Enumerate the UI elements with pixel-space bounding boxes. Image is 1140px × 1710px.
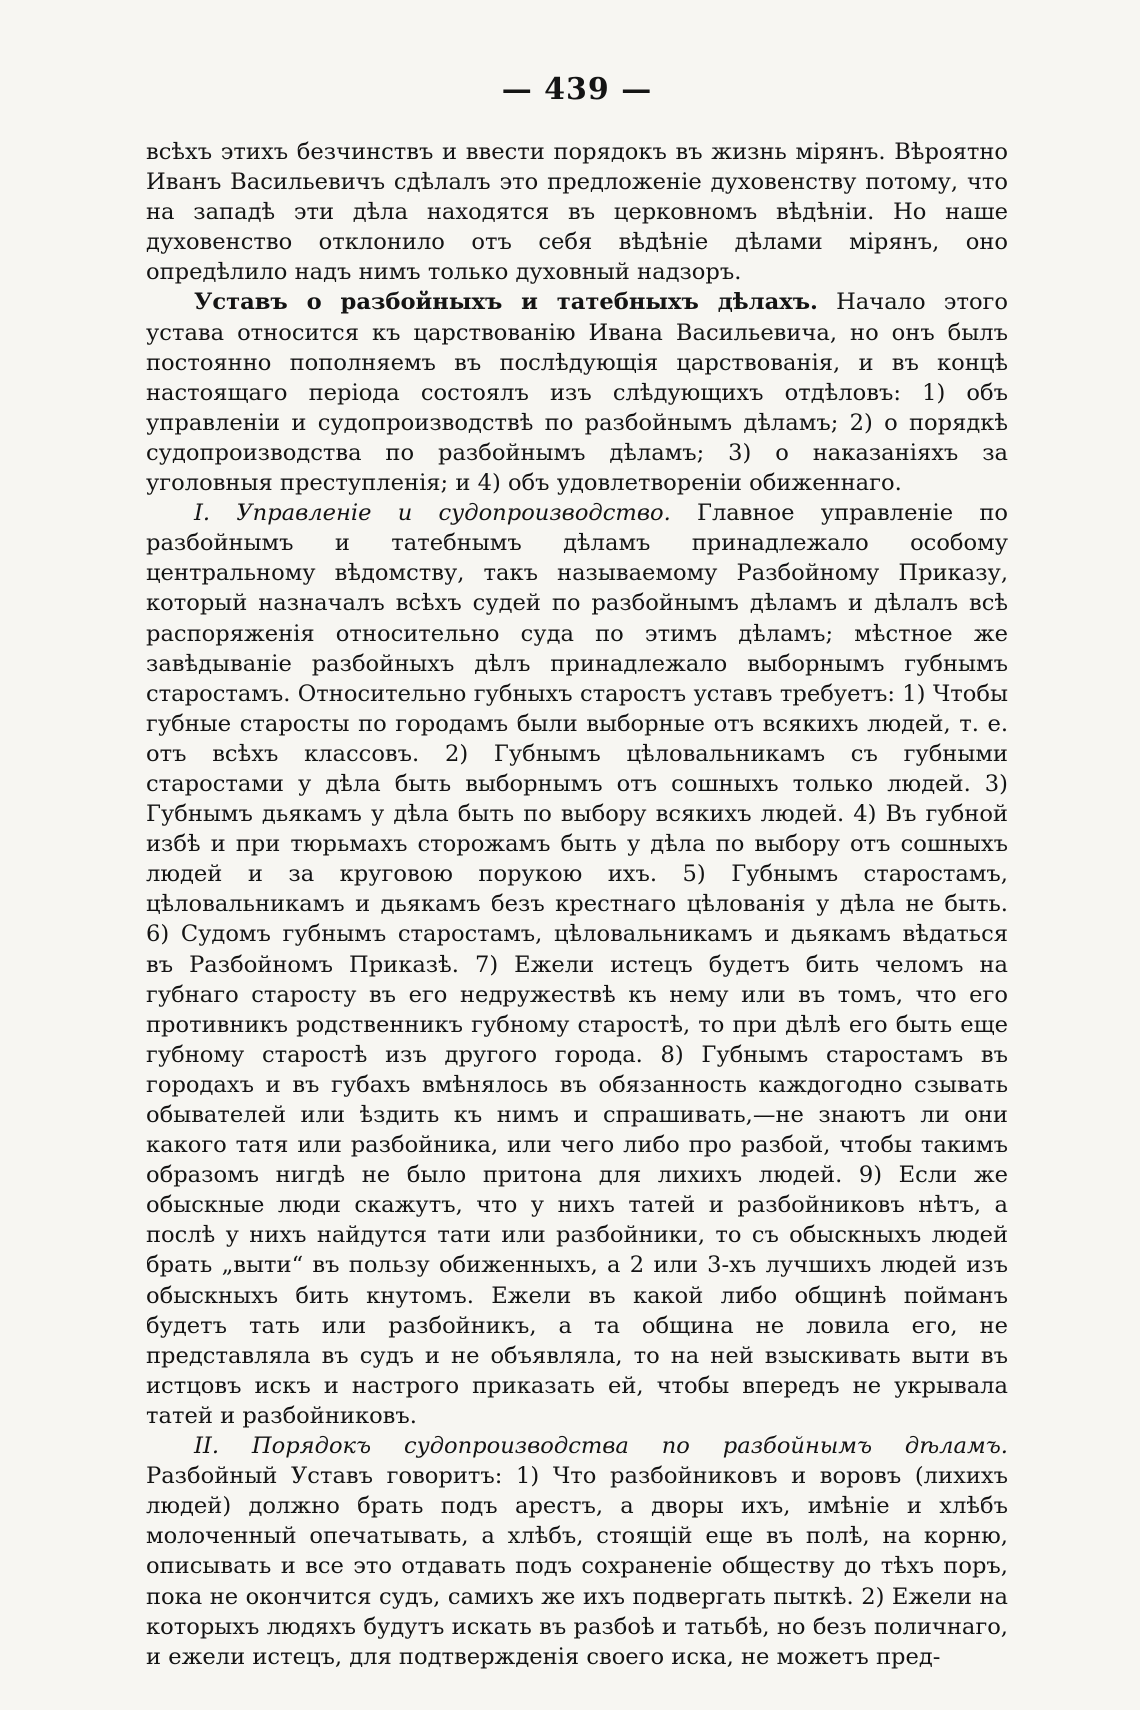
paragraph-1 (146, 137, 1008, 287)
body-text (146, 137, 1008, 1672)
paragraph-4 (146, 1431, 1008, 1672)
paragraph-4-text: Разбойный Уставъ говоритъ: 1) Что разбойниковъ и воровъ (лихихъ людей) должно брать подъ арестъ, а дворы ихъ, имѣніе и хлѣбъ молоченный опечатывать, а хлѣбъ, стоящій еще въ полѣ, на корню, описывать и все это отдавать подъ сохраненіе обществу до тѣхъ поръ, пока не окончится судъ, самихъ же ихъ подвергать пыткѣ. 2) Ежели на которыхъ людяхъ будутъ искать въ разбоѣ и татьбѣ, но безъ поличнаго, и ежели истецъ, для подтвержденія своего иска, не можетъ пред- (146, 1463, 1008, 1670)
page-number: — 439 — (501, 72, 653, 107)
section-heading-ustav: Уставъ о разбойныхъ и татебныхъ дѣлахъ. (194, 289, 818, 316)
paragraph-3 (146, 498, 1008, 1431)
paragraph-2 (146, 287, 1008, 498)
paragraph-1-text: всѣхъ этихъ безчинствъ и ввести порядокъ въ жизнь мірянъ. Вѣроятно Иванъ Васильевичъ сдѣлалъ это предложеніе духовенству потому, что на западѣ эти дѣла находятся въ церковномъ вѣдѣніи. Но наше духовенство отклонило отъ себя вѣдѣніе дѣлами мірянъ, оно опредѣлило надъ нимъ только духовный надзоръ. (146, 139, 1008, 286)
paragraph-3-text: Главное управленіе по разбойнымъ и татебнымъ дѣламъ принадлежало особому центральному вѣдомству, такъ называемому Разбойному Приказу, который назначалъ всѣхъ судей по разбойнымъ дѣламъ и дѣлалъ всѣ распоряженія относительно суда по этимъ дѣламъ; мѣстное же завѣдываніе разбойныхъ дѣлъ принадлежало выборнымъ губнымъ старостамъ. Относительно губныхъ старостъ уставъ требуетъ: 1) Чтобы губные старосты по городамъ были выборные отъ всякихъ людей, т. е. отъ всѣхъ классовъ. 2) Губнымъ цѣловальникамъ съ губными старостами у дѣла быть выборнымъ отъ сошныхъ только людей. 3) Губнымъ дьякамъ у дѣла быть по выбору всякихъ людей. 4) Въ губной избѣ и при тюрьмахъ сторожамъ быть у дѣла по выбору отъ сошныхъ людей и за круговою порукою ихъ. 5) Губнымъ старостамъ, цѣловальникамъ и дьякамъ безъ крестнаго цѣлованія у дѣла не быть. 6) Судомъ губнымъ старостамъ, цѣловальникамъ и дьякамъ вѣдаться въ Разбойномъ Приказѣ. 7) Ежели истецъ будетъ бить челомъ на губнаго старосту въ его недружествѣ къ нему или въ томъ, что его противникъ родственникъ губному старостѣ, то при дѣлѣ его быть еще губному старостѣ изъ другого города. 8) Губнымъ старостамъ въ городахъ и въ губахъ вмѣнялось въ обязанность каждогодно сзывать обывателей или ѣздить къ нимъ и спрашивать,—не знаютъ ли они какого татя или разбойника, или чего либо про разбой, чтобы такимъ образомъ нигдѣ не было притона для лихихъ людей. 9) Если же обыскные люди скажутъ, что у нихъ татей и разбойниковъ нѣтъ, а послѣ у нихъ найдутся тати или разбойники, то съ обыскныхъ людей брать „выти“ въ пользу обиженныхъ, а 2 или 3-хъ лучшихъ людей изъ обыскныхъ бить кнутомъ. Ежели въ какой либо общинѣ пойманъ будетъ тать или разбойникъ, а та община не ловила его, не представляла въ судъ и не объявляла, то на ней взыскивать выти въ истцовъ искъ и настрого приказать ей, чтобы впередъ не укрывала татей и разбойниковъ. (146, 500, 1008, 1429)
section-heading-2: II. Порядокъ судопроизводства по разбойнымъ дѣламъ. (194, 1433, 1008, 1460)
paragraph-2-text: Начало этого устава относится къ царствованію Ивана Васильевича, но онъ былъ постоянно пополняемъ въ послѣдующія царствованія, и въ концѣ настоящаго періода состоялъ изъ слѣдующихъ отдѣловъ: 1) объ управленіи и судопроизводствѣ по разбойнымъ дѣламъ; 2) о порядкѣ судопроизводства по разбойнымъ дѣламъ; 3) о наказаніяхъ за уголовныя преступленія; и 4) объ удовлетвореніи обиженнаго. (146, 289, 1008, 497)
section-heading-1: I. Управленіе и судопроизводство. (194, 500, 671, 527)
